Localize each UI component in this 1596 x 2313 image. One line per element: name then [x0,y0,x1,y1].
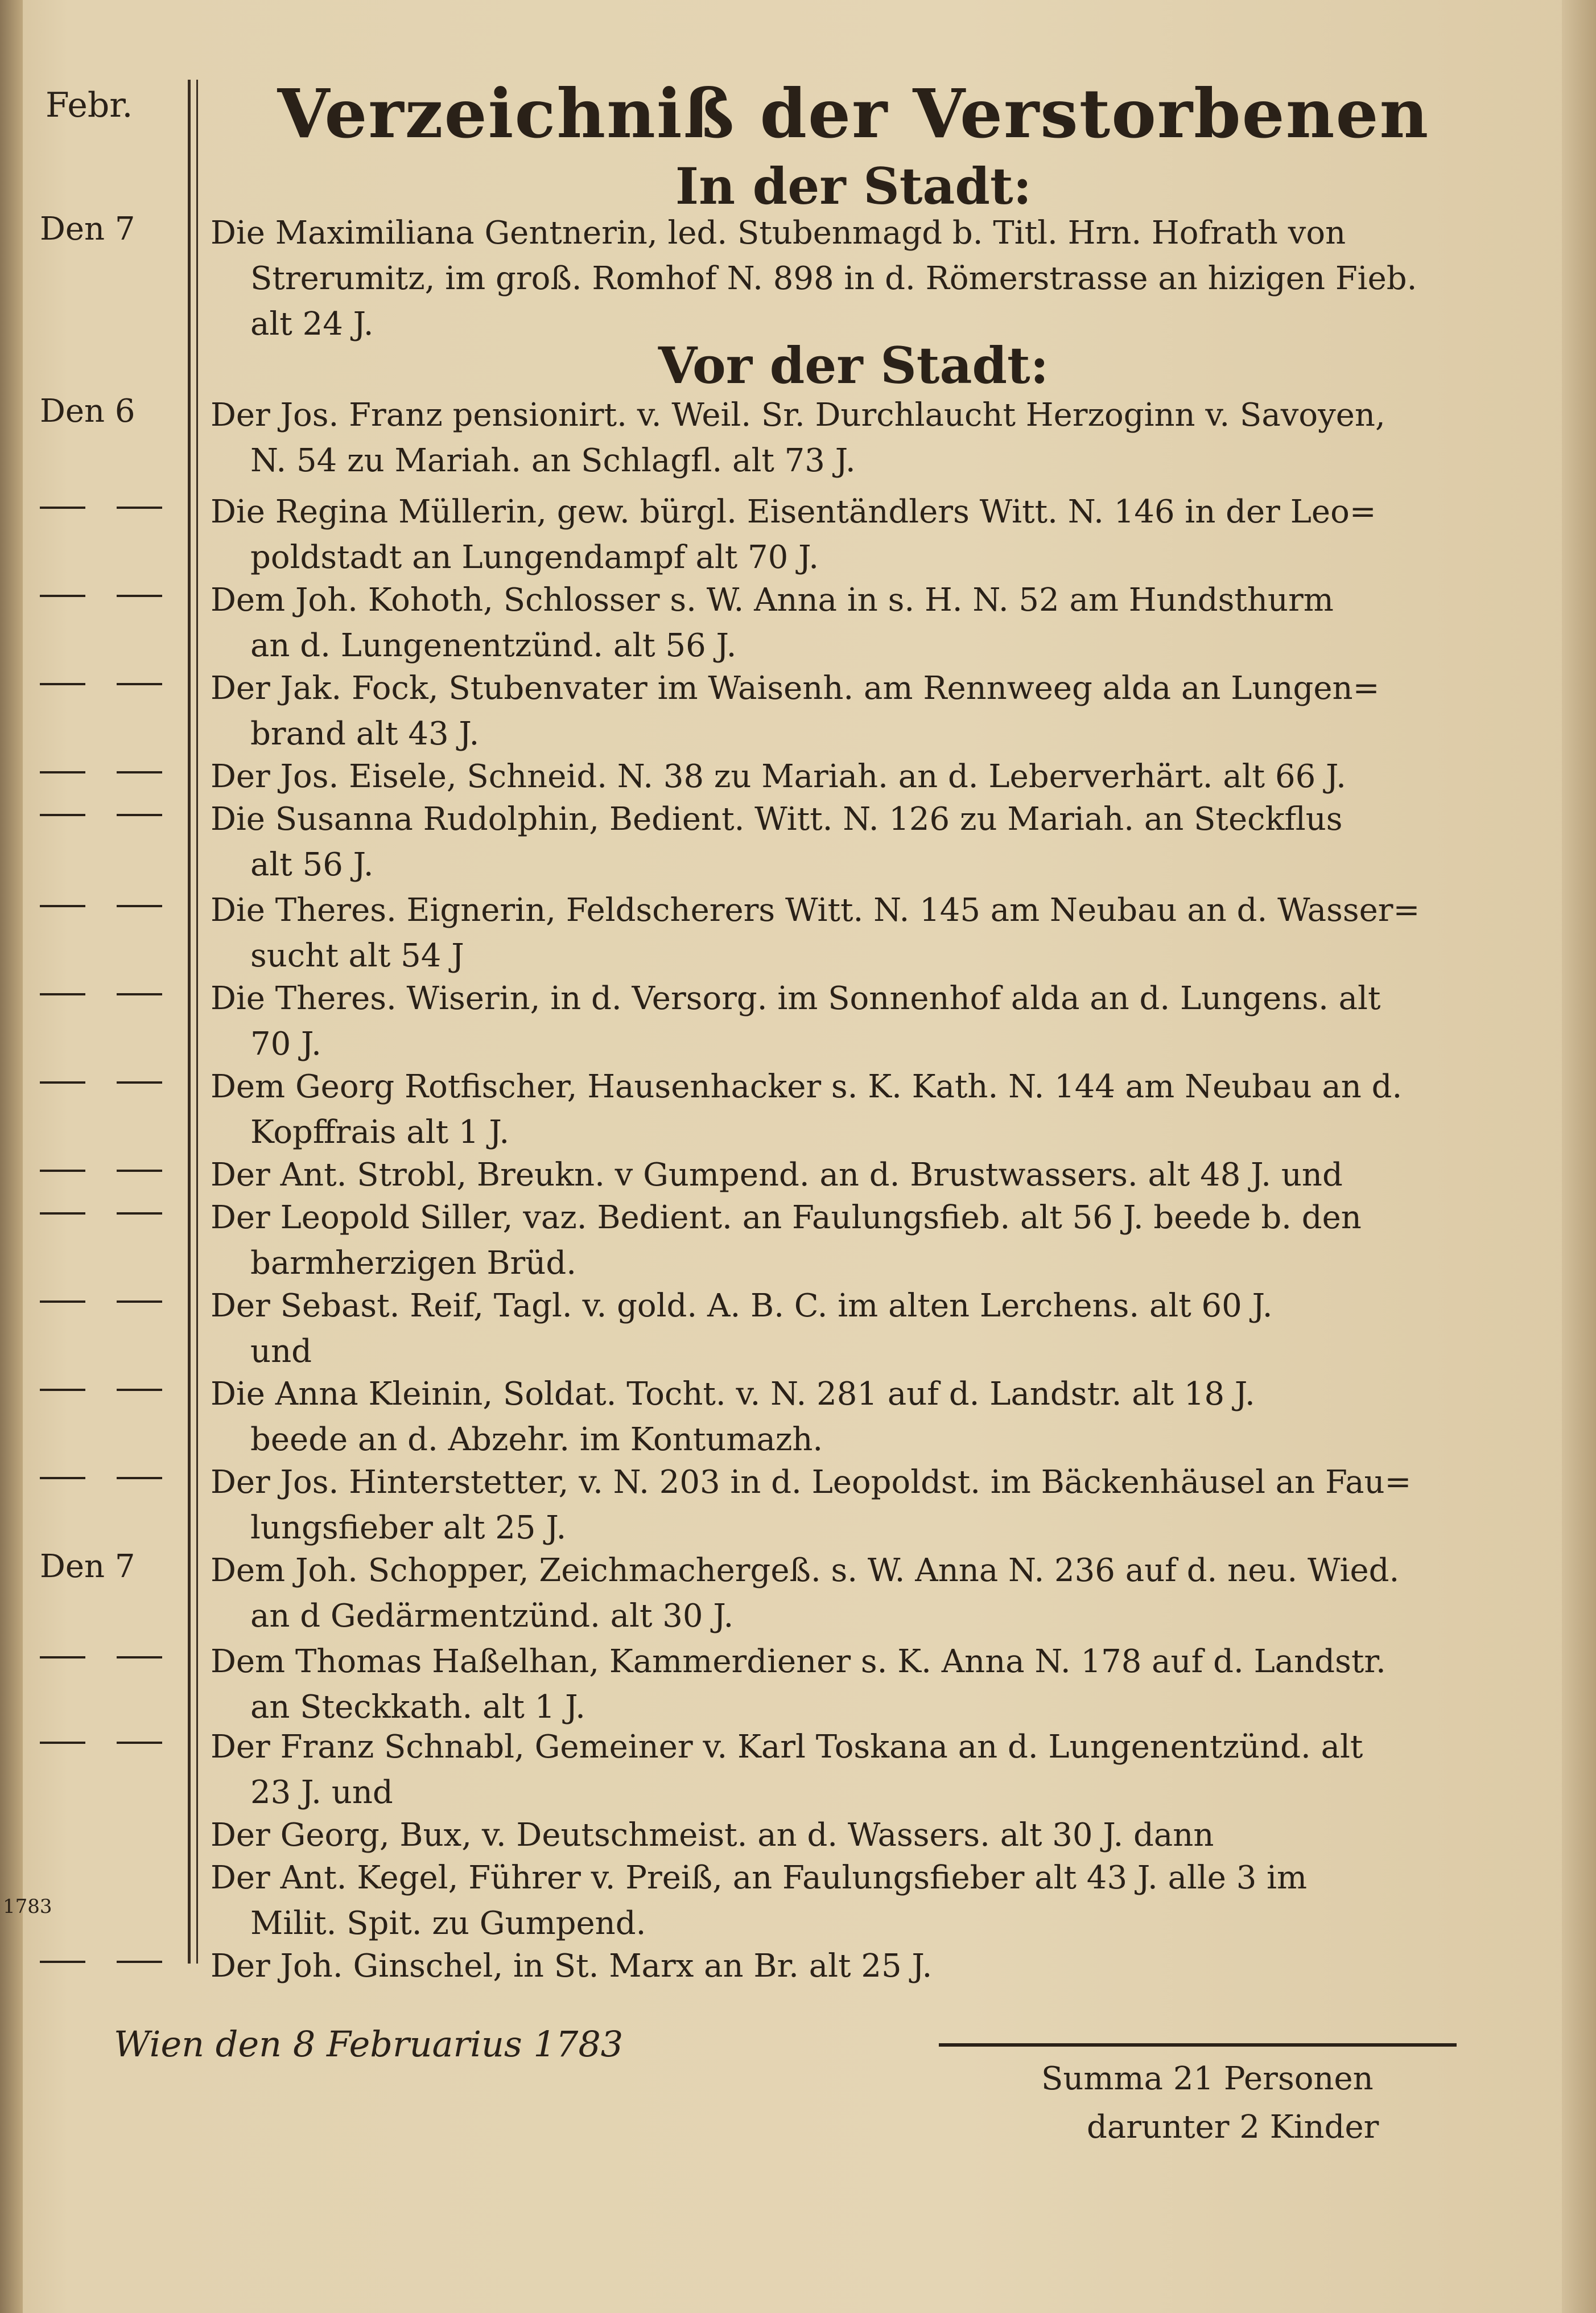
entry-line: Der Jos. Hinterstetter, v. N. 203 in d. Leopoldst. im Bäckenhäusel an Fau= [211,1464,1412,1501]
entry-text [211,1460,1513,1551]
entry-date: Den 6 [40,393,135,430]
ditto-dash [40,683,85,685]
entry-text [211,1725,1513,1816]
entry-text [211,754,1513,800]
entry-text [211,1855,1513,1946]
ditto-dash [40,1212,85,1215]
entry-line: beede an d. Abzehr. im Kontumazh. [250,1421,823,1458]
binding-spine [0,0,23,2313]
entry-line: alt 56 J. [250,846,374,883]
ditto-dash [40,1742,85,1744]
entry-text [211,976,1513,1067]
section-heading-suburb: Vor der Stadt: [658,336,1049,395]
ditto-dash [40,1477,85,1479]
ditto-dash [117,1477,162,1479]
entry-text [211,489,1513,581]
entry-line: an d. Lungenentzünd. alt 56 J. [250,627,737,664]
ditto-dash [117,1742,162,1744]
entry-line: Die Susanna Rudolphin, Bedient. Witt. N. 126 zu Mariah. an Steckflus [211,801,1343,838]
margin-rule-inner [196,80,198,1964]
ditto-dash [40,1656,85,1658]
ditto-dash [117,1389,162,1391]
entry-text [211,666,1513,757]
entry-text [211,888,1513,979]
entry-line: 23 J. und [250,1774,393,1811]
entry-line: Dem Georg Rotfischer, Hausenhacker s. K. Kath. N. 144 am Neubau an d. [211,1068,1403,1105]
ditto-dash [117,595,162,597]
ditto-dash [40,771,85,773]
entry-line: Die Regina Müllerin, gew. bürgl. Eisentändlers Witt. N. 146 in der Leo= [211,493,1376,530]
ditto-dash [40,814,85,816]
entry-date: Den 7 [40,211,135,248]
ditto-dash [40,1300,85,1303]
ditto-dash [117,905,162,907]
ditto-dash [40,1170,85,1172]
ditto-dash [40,1961,85,1963]
entry-line: Die Theres. Wiserin, in d. Versorg. im Sonnenhof alda an d. Lungens. alt [211,980,1381,1017]
ditto-dash [40,993,85,995]
footer-rule [939,2043,1457,2047]
entry-line: Der Georg, Bux, v. Deutschmeist. an d. Wassers. alt 30 J. dann [211,1817,1214,1854]
summary-children: darunter 2 Kinder [1087,2109,1379,2146]
entry-line: Der Ant. Strobl, Breukn. v Gumpend. an d. Brustwassers. alt 48 J. und [211,1156,1343,1193]
entry-text [211,1944,1513,1989]
entry-line: sucht alt 54 J [250,937,464,974]
entry-line: Der Ant. Kegel, Führer v. Preiß, an Faulungsfieber alt 43 J. alle 3 im [211,1859,1308,1896]
ditto-dash [117,507,162,509]
section-heading-city: In der Stadt: [675,157,1032,216]
entry-line: Der Jos. Eisele, Schneid. N. 38 zu Mariah. an d. Leberverhärt. alt 66 J. [211,758,1346,795]
entry-line: Dem Joh. Kohoth, Schlosser s. W. Anna in s. H. N. 52 am Hundsthurm [211,582,1334,619]
entry-line: Strerumitz, im groß. Romhof N. 898 in d. Römerstrasse an hizigen Fieb. [250,260,1417,297]
ditto-dash [40,595,85,597]
entry-line: alt 24 J. [250,306,374,343]
page-edge [1562,0,1596,2313]
entry-text [211,1283,1513,1374]
entry-text [211,1813,1513,1858]
entry-line: an d Gedärmentzünd. alt 30 J. [250,1598,734,1635]
ditto-dash [117,1300,162,1303]
entry-line: Die Maximiliana Gentnerin, led. Stubenmagd b. Titl. Hrn. Hofrath von [211,215,1346,252]
entry-line: poldstadt an Lungendampf alt 70 J. [250,539,819,576]
ditto-dash [40,1389,85,1391]
ditto-dash [117,1081,162,1084]
entry-text [211,797,1513,888]
entry-line: lungsfieber alt 25 J. [250,1509,567,1546]
ditto-dash [117,1170,162,1172]
entry-text [211,1639,1513,1730]
page-title: Verzeichniß der Verstorbenen [277,74,1430,153]
entry-line: Die Anna Kleinin, Soldat. Tocht. v. N. 281 auf d. Landstr. alt 18 J. [211,1376,1255,1413]
ditto-dash [117,814,162,816]
entry-text [211,1372,1513,1463]
ditto-dash [117,683,162,685]
entry-line: Der Jos. Franz pensionirt. v. Weil. Sr. Durchlaucht Herzoginn v. Savoyen, [211,397,1385,434]
entry-text [211,578,1513,669]
ditto-dash [117,1212,162,1215]
ditto-dash [40,905,85,907]
entry-text [211,1064,1513,1155]
entry-line: Der Sebast. Reif, Tagl. v. gold. A. B. C. im alten Lerchens. alt 60 J. [211,1287,1273,1324]
ditto-dash [40,1081,85,1084]
entry-line: Milit. Spit. zu Gumpend. [250,1905,646,1942]
entry-line: brand alt 43 J. [250,715,480,752]
entry-line: barmherzigen Brüd. [250,1245,576,1282]
entry-date: Den 7 [40,1548,135,1585]
margin-note: 1783 [3,1895,52,1918]
ditto-dash [40,507,85,509]
entry-line: Der Franz Schnabl, Gemeiner v. Karl Toskana an d. Lungenentzünd. alt [211,1728,1363,1765]
entry-line: Dem Joh. Schopper, Zeichmachergeß. s. W. Anna N. 236 auf d. neu. Wied. [211,1552,1400,1589]
entry-text [211,1195,1513,1286]
month-label: Febr. [46,85,133,125]
entry-text [211,1153,1513,1198]
entry-line: und [250,1333,312,1370]
entry-text [211,211,1513,347]
ditto-dash [117,1656,162,1658]
summary-total: Summa 21 Personen [1041,2060,1374,2097]
entry-line: Kopffrais alt 1 J. [250,1114,510,1151]
entry-line: Dem Thomas Haßelhan, Kammerdiener s. K. Anna N. 178 auf d. Landstr. [211,1643,1386,1680]
entry-line: Die Theres. Eignerin, Feldscherers Witt. N. 145 am Neubau an d. Wasser= [211,892,1420,929]
ditto-dash [117,771,162,773]
entry-line: Der Jak. Fock, Stubenvater im Waisenh. am Rennweeg alda an Lungen= [211,670,1380,707]
ditto-dash [117,993,162,995]
entry-line: 70 J. [250,1026,321,1063]
entry-text [211,1548,1513,1639]
entry-line: Der Joh. Ginschel, in St. Marx an Br. alt 25 J. [211,1948,933,1985]
entry-line: Der Leopold Siller, vaz. Bedient. an Faulungsfieb. alt 56 J. beede b. den [211,1199,1362,1236]
footer-place-date: Wien den 8 Februarius 1783 [114,2023,624,2065]
margin-rule [188,80,191,1964]
entry-line: an Steckkath. alt 1 J. [250,1689,585,1726]
entry-text [211,393,1513,484]
ditto-dash [117,1961,162,1963]
entry-line: N. 54 zu Mariah. an Schlagfl. alt 73 J. [250,442,856,479]
